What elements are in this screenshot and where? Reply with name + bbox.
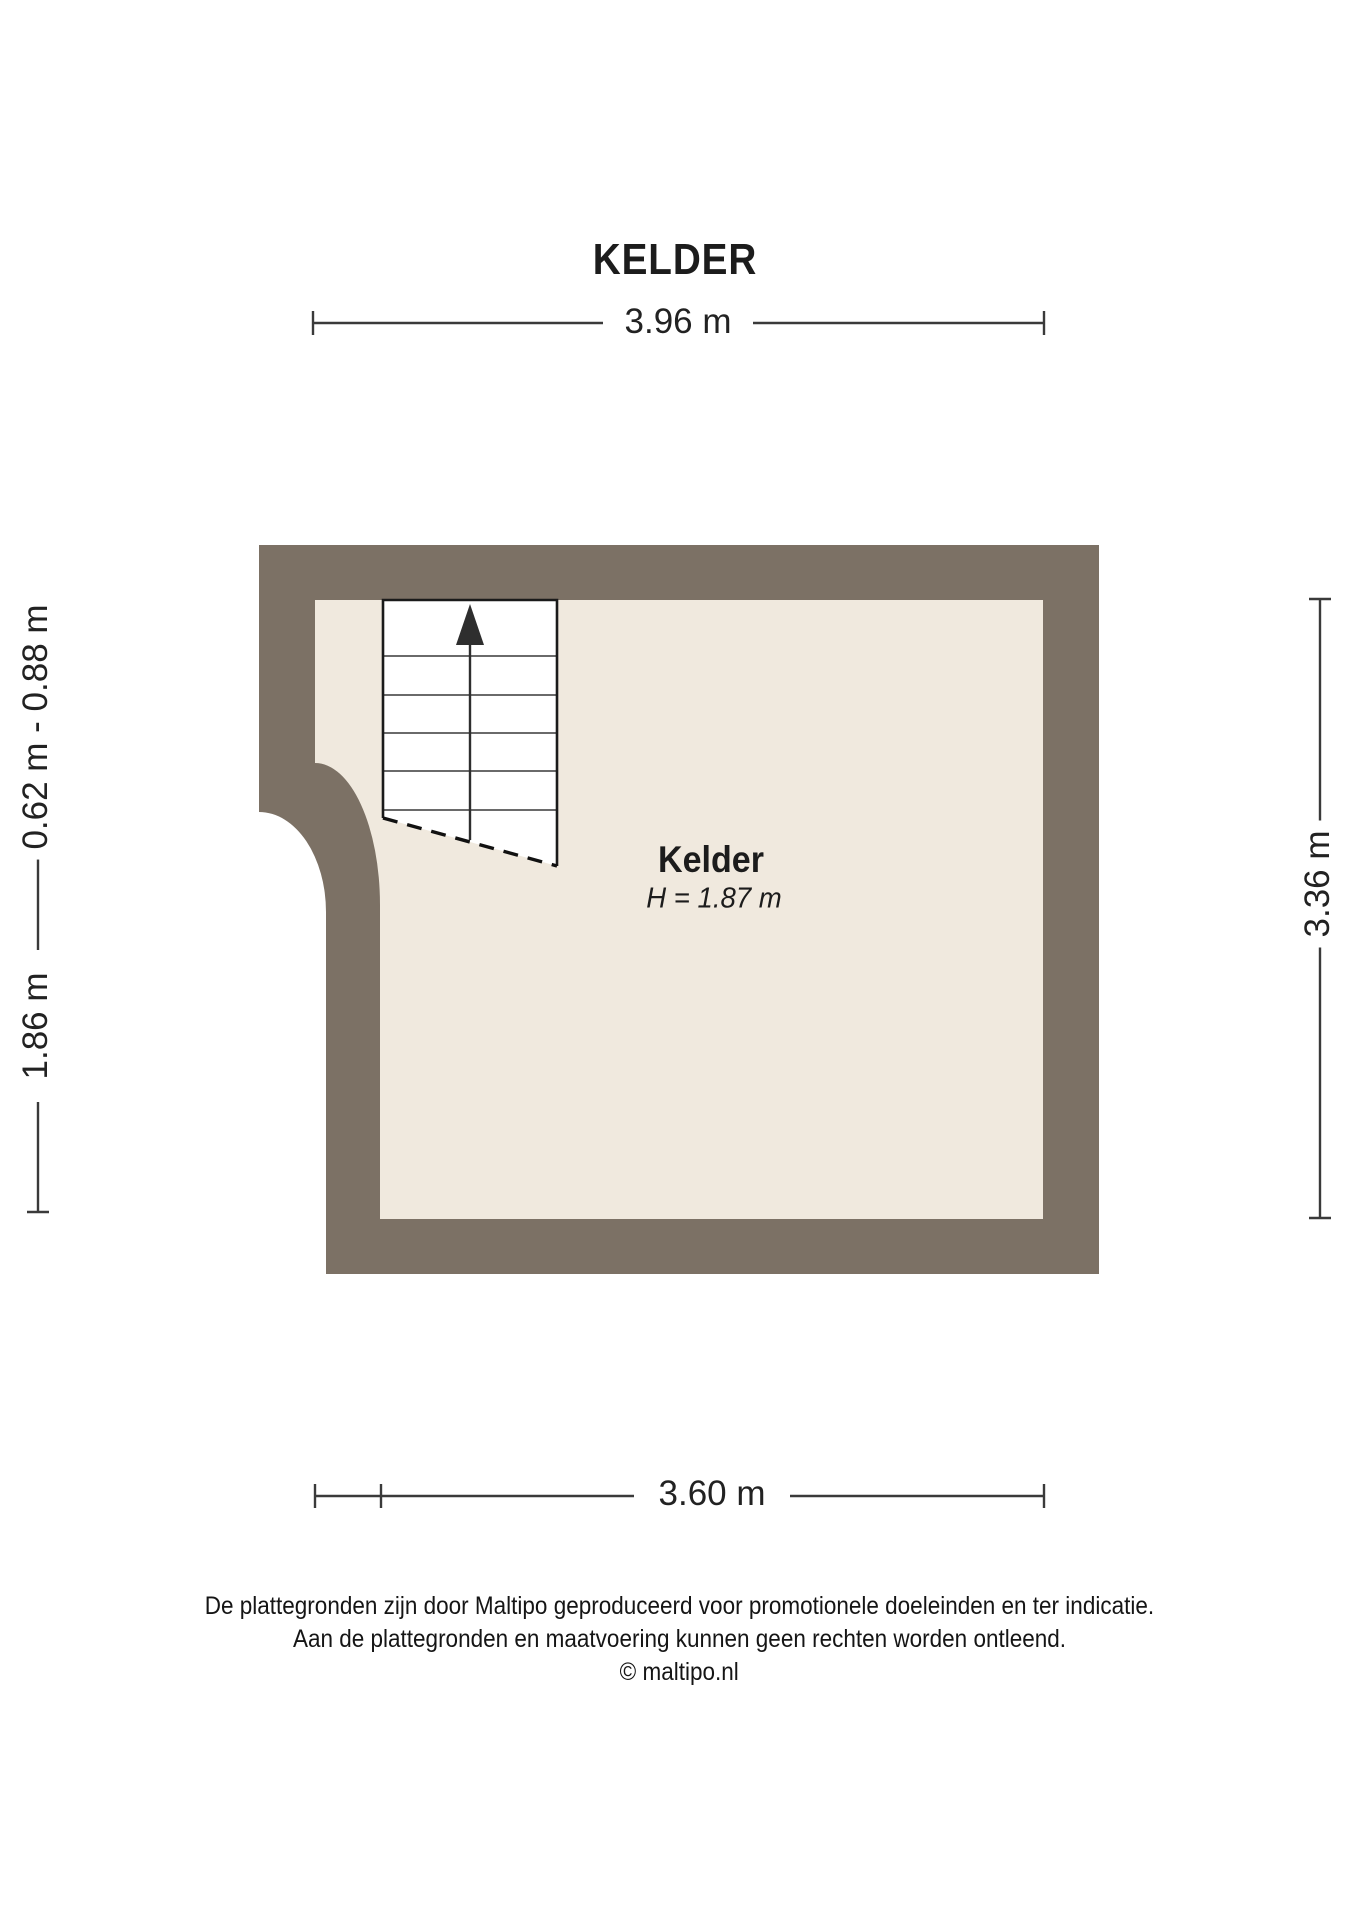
page-title: KELDER [592, 235, 758, 284]
room-name-label: Kelder [658, 839, 764, 880]
dimension-label-bottom: 3.60 m [645, 1474, 780, 1514]
dimension-label-right: 3.36 m [1298, 821, 1338, 948]
room-height-label: H = 1.87 m [646, 882, 782, 915]
footer-line-1: De plattegronden zijn door Maltipo geproduceerd voor promotionele doeleinden en ter indicatie. [204, 1592, 1154, 1620]
dimension-label-left-upper: 0.62 m - 0.88 m [16, 594, 56, 859]
footer-copyright: © maltipo.nl [619, 1658, 739, 1686]
footer-line-2: Aan de plattegronden en maatvoering kunnen geen rechten worden ontleend. [292, 1625, 1066, 1653]
staircase [383, 600, 557, 866]
dimension-label-left-lower: 1.86 m [16, 963, 56, 1090]
dimension-label-top: 3.96 m [611, 302, 746, 342]
footer-disclaimer [0, 1590, 1358, 1689]
